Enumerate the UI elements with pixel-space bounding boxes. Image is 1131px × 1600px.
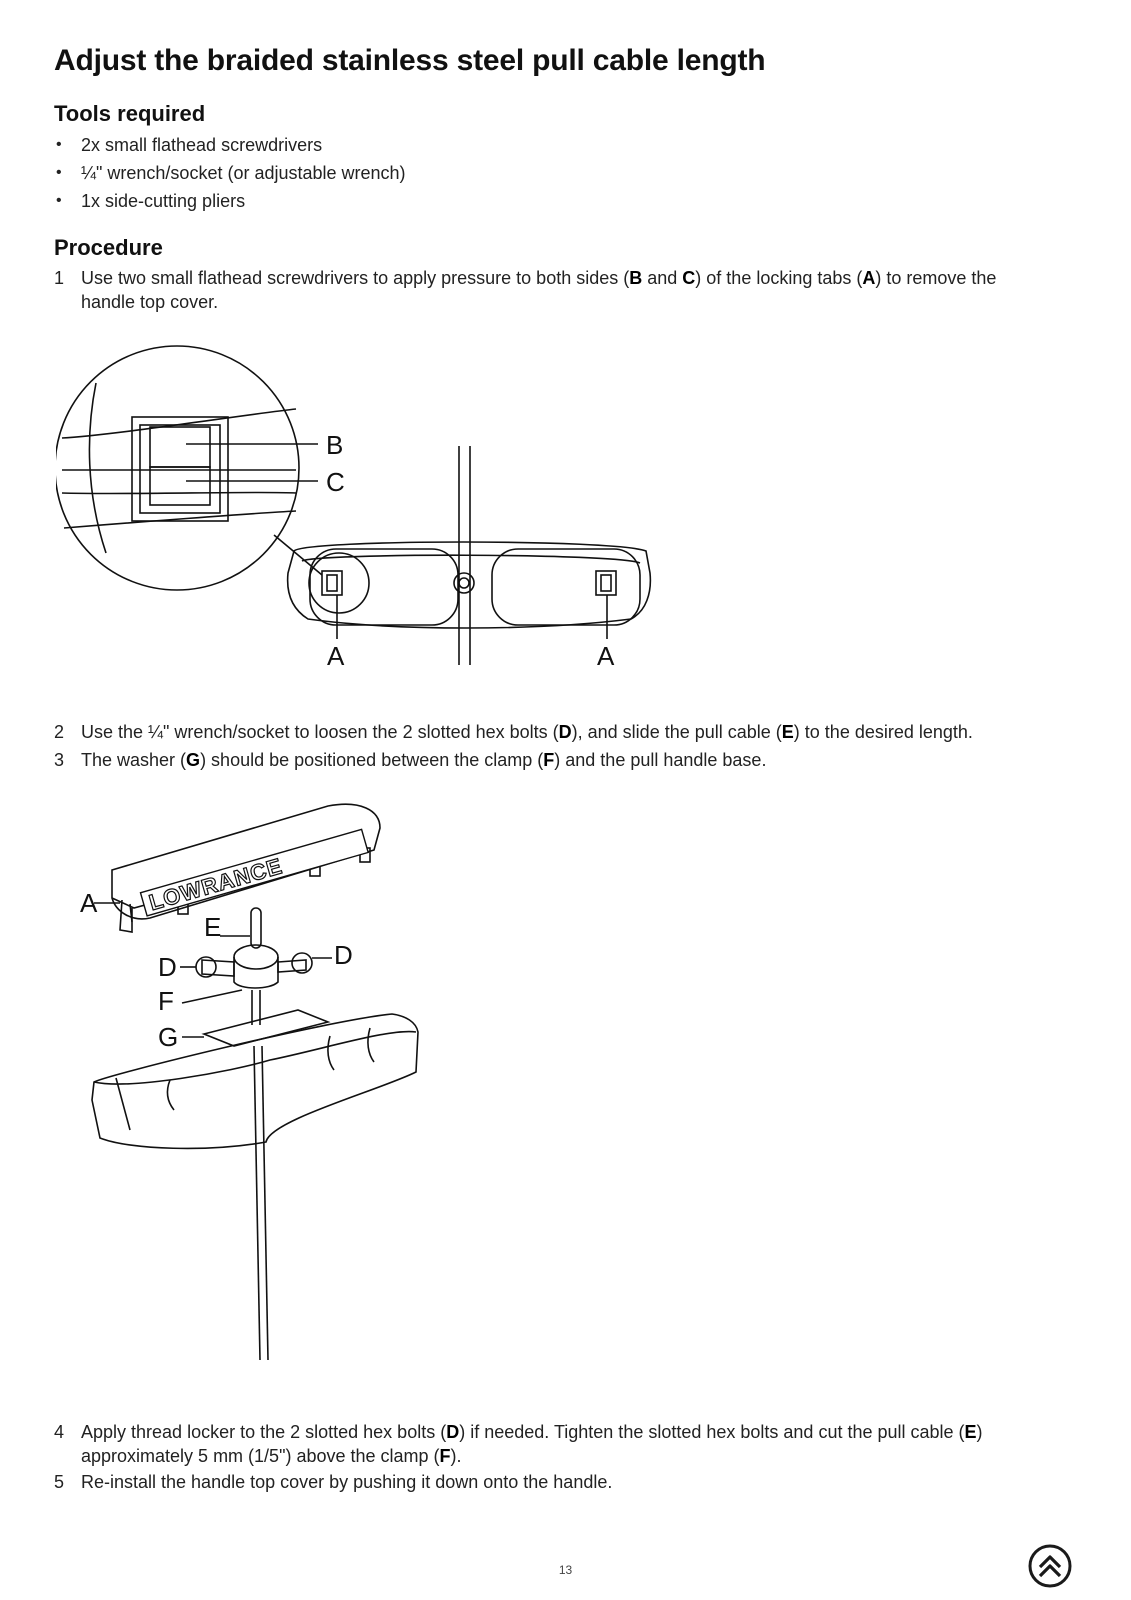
step-number: 2 [54, 722, 65, 742]
callout-f: F [158, 986, 174, 1016]
procedure-heading: Procedure [54, 235, 163, 260]
tools-heading: Tools required [54, 101, 206, 126]
tool-item: • 1x side-cutting pliers [54, 187, 406, 215]
step-number: 4 [54, 1422, 65, 1442]
callout-a-left: A [327, 641, 345, 671]
callout-g: G [158, 1022, 179, 1052]
step-number: 5 [54, 1472, 65, 1492]
tools-list [54, 131, 406, 215]
callout-a: A [80, 888, 98, 918]
tool-item: • 2x small flathead screwdrivers [54, 131, 406, 159]
step-text: Use the ¼" wrench/socket to loosen the 2 slotted hex bolts (D), and slide the pull cable (E) to the desired length. [81, 722, 973, 742]
procedure-step-5 [54, 1470, 1054, 1494]
callout-a-right: A [597, 641, 615, 671]
callout-c: C [326, 467, 345, 497]
step-text: Apply thread locker to the 2 slotted hex bolts (D) if needed. Tighten the slotted hex bolts and cut the pull cable (E) approximately 5 mm (1/5") above the clamp (F). [81, 1422, 983, 1466]
page-title: Adjust the braided stainless steel pull cable length [54, 44, 766, 77]
double-chevron-up-icon [1027, 1543, 1073, 1589]
page-number: 13 [558, 1563, 573, 1577]
procedure-step-2 [54, 720, 1054, 744]
brand-logo-text: LOWRANCE [146, 853, 286, 916]
tool-item: • ¼" wrench/socket (or adjustable wrench) [54, 159, 406, 187]
step-number: 3 [54, 750, 65, 770]
callout-d-right: D [334, 940, 353, 970]
callout-b: B [326, 430, 344, 460]
procedure-step-1 [54, 266, 1054, 314]
step-text: The washer (G) should be positioned between the clamp (F) and the pull handle base. [81, 750, 767, 770]
step-text: Re-install the handle top cover by pushing it down onto the handle. [81, 1472, 613, 1492]
step-number: 1 [54, 268, 65, 288]
figure-exploded-handle [70, 800, 450, 1380]
procedure-step-3 [54, 748, 1054, 772]
callout-d-left: D [158, 952, 177, 982]
back-to-top-button[interactable] [1027, 1543, 1073, 1589]
procedure-step-4 [54, 1420, 1054, 1468]
step-text: Use two small flathead screwdrivers to apply pressure to both sides (B and C) of the locking tabs (A) to remove the handle top cover. [81, 268, 997, 312]
figure-locking-tabs [56, 343, 676, 683]
callout-e: E [204, 912, 222, 942]
